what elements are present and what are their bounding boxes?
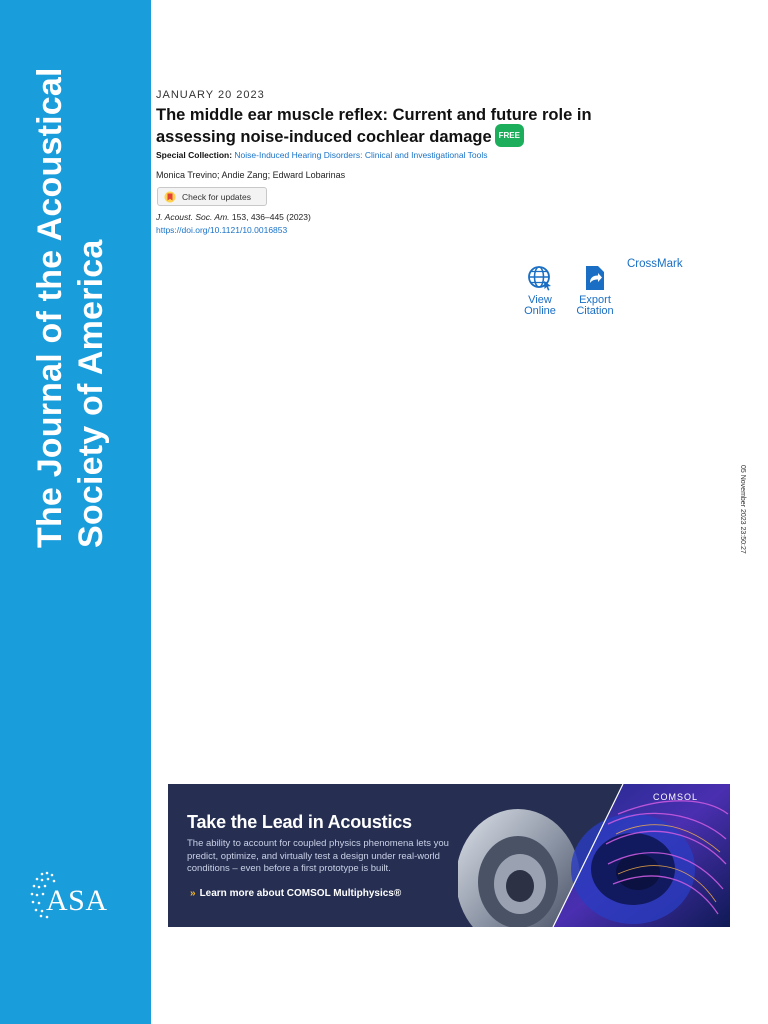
ad-learn-more-link[interactable]: [190, 888, 401, 899]
export-document-icon: [585, 265, 605, 291]
crossmark-link[interactable]: CrossMark: [627, 258, 683, 270]
journal-title-line2: Society of America: [72, 239, 110, 548]
globe-icon: [527, 265, 553, 291]
article-title-text: The middle ear muscle reflex: Current and future role in assessing noise-induced cochlear damage: [156, 106, 592, 146]
chevron-right-icon: »: [190, 888, 196, 899]
check-updates-label: Check for updates: [182, 192, 251, 202]
asa-logo-text: ASA: [46, 884, 108, 917]
journal-abbreviation: J. Acoust. Soc. Am.: [156, 212, 230, 222]
special-collection: [156, 150, 488, 160]
ad-cta-label: Learn more about COMSOL Multiphysics®: [199, 888, 402, 899]
check-updates-icon: [164, 191, 176, 203]
view-online-button[interactable]: [517, 265, 563, 317]
comsol-brand: COMSOL: [653, 792, 699, 802]
citation: [156, 212, 311, 222]
export-citation-button[interactable]: [570, 265, 620, 317]
check-for-updates-button[interactable]: [157, 187, 267, 206]
download-timestamp: 05 November 2023 23:50:27: [739, 465, 746, 554]
journal-title-line1: The Journal of the Acoustical: [31, 67, 69, 548]
journal-sidebar: [0, 0, 151, 1024]
authors: Monica Trevino; Andie Zang; Edward Lobarinas: [156, 170, 346, 180]
view-online-label-line1: View: [528, 294, 552, 306]
free-badge: FREE: [495, 124, 524, 147]
article-title: [156, 105, 656, 149]
comsol-advertisement[interactable]: [168, 784, 730, 927]
publication-date: JANUARY 20 2023: [156, 89, 265, 101]
export-citation-label-line2: Citation: [576, 305, 614, 317]
doi-link[interactable]: https://doi.org/10.1121/10.0016853: [156, 225, 288, 235]
view-online-label-line2: Online: [524, 305, 556, 317]
speaker-simulation-graphic: [458, 784, 730, 927]
journal-title: [30, 48, 112, 548]
collection-label: Special Collection:: [156, 150, 233, 160]
ad-body: The ability to account for coupled physics phenomena lets you predict, optimize, and virtually test a design under real-world conditions – even before a first prototype is built.: [187, 838, 449, 874]
citation-volume-pages: 153, 436–445 (2023): [229, 212, 311, 222]
ad-title: Take the Lead in Acoustics: [187, 812, 412, 832]
export-citation-label-line1: Export: [579, 294, 611, 306]
collection-link[interactable]: Noise-Induced Hearing Disorders: Clinical and Investigational Tools: [234, 150, 488, 160]
